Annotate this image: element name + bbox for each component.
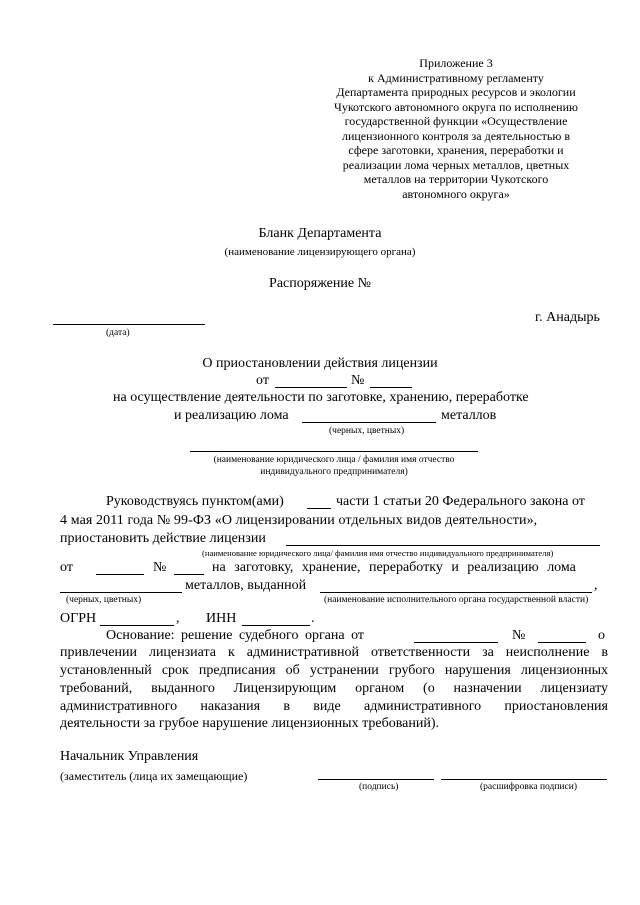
body-suspend: приостановить действие лицензии bbox=[60, 531, 266, 546]
subject-activity: на осуществление деятельности по заготовке, хранению, переработке bbox=[113, 390, 529, 405]
subject-realization: и реализацию лома bbox=[174, 408, 289, 423]
license-number-line bbox=[370, 387, 412, 388]
basis-last-line: деятельности за грубое нарушение лицензионных требований). bbox=[60, 716, 439, 731]
body-metal-caption: (черных, цветных) bbox=[66, 595, 142, 605]
appendix-line: Приложение 3 bbox=[419, 56, 493, 70]
inn-period: . bbox=[311, 611, 315, 626]
license-date-line bbox=[275, 387, 347, 388]
body-from: от bbox=[60, 560, 73, 575]
basis-start: Основание: решение судебного органа от bbox=[106, 628, 365, 643]
ogrn-line bbox=[100, 625, 174, 626]
appendix-block bbox=[320, 56, 592, 201]
subject-title: О приостановлении действия лицензии bbox=[202, 356, 438, 371]
body-license-date-line bbox=[96, 574, 144, 575]
licensee-caption: (наименование юридического лица/ фамилия имя отчество индивидуального предпринимателя) bbox=[202, 548, 554, 558]
signature-line bbox=[318, 779, 434, 780]
basis-line: привлечении лицензиата к административной ответственности за неисполнение в bbox=[60, 645, 608, 660]
entity-line bbox=[190, 451, 478, 452]
subject-number-sign: № bbox=[351, 373, 365, 388]
appendix-line: Департамента природных ресурсов и экологии bbox=[336, 85, 576, 99]
appendix-line: лицензионного контроля за деятельностью в bbox=[341, 128, 571, 143]
inn-line bbox=[242, 625, 310, 626]
blank-title: Бланк Департамента bbox=[258, 226, 382, 241]
ogrn-label: ОГРН bbox=[60, 611, 97, 626]
inn-label: ИНН bbox=[206, 611, 237, 626]
ogrn-comma: , bbox=[176, 611, 180, 626]
appendix-line: сфере заготовки, хранения, переработки и bbox=[348, 143, 564, 157]
body-law-ref: части 1 статьи 20 Федерального закона от bbox=[336, 494, 585, 509]
city-name: г. Анадырь bbox=[535, 310, 600, 325]
appendix-line: металлов на территории Чукотского bbox=[363, 172, 549, 186]
basis-line: административного наказания в виде административного приостановления bbox=[60, 699, 608, 714]
body-activity: на заготовку, хранение, переработку и реализацию лома bbox=[212, 560, 576, 575]
signature-decode-line bbox=[441, 779, 607, 780]
body-metals-issued: металлов, выданной bbox=[185, 578, 307, 593]
entity-caption-1: (наименование юридического лица / фамилия имя отчество bbox=[213, 455, 455, 465]
authority-caption: (наименование исполнительного органа государственной власти) bbox=[324, 595, 589, 605]
body-intro: Руководствуясь пунктом(ами) bbox=[106, 494, 284, 509]
signature-caption: (подпись) bbox=[359, 782, 399, 792]
body-license-number-line bbox=[174, 574, 204, 575]
appendix-line: реализации лома черных металлов, цветных bbox=[342, 157, 570, 172]
subject-from: от bbox=[256, 373, 269, 388]
body-law-name: 4 мая 2011 года № 99-ФЗ «О лицензировании отдельных видов деятельности», bbox=[60, 513, 538, 528]
body-number-sign: № bbox=[153, 560, 167, 575]
body-metal-line bbox=[60, 592, 182, 593]
date-line bbox=[53, 324, 205, 325]
metal-type-line bbox=[302, 422, 436, 423]
signatory-title: Начальник Управления bbox=[60, 749, 199, 764]
clause-line bbox=[307, 508, 331, 509]
entity-caption-2: индивидуального предпринимателя) bbox=[260, 467, 408, 477]
court-date-line bbox=[414, 642, 498, 643]
body-comma: , bbox=[594, 578, 598, 593]
appendix-line: Чукотского автономного округа по исполнению bbox=[334, 99, 578, 114]
signatory-deputy: (заместитель (лица их замещающие) bbox=[60, 769, 248, 783]
licensee-line bbox=[286, 545, 600, 546]
basis-o: о bbox=[598, 628, 605, 643]
date-caption: (дата) bbox=[106, 328, 130, 338]
order-title: Распоряжение № bbox=[269, 276, 371, 291]
appendix-line: государственной функции «Осуществление bbox=[344, 114, 568, 128]
court-number-line bbox=[538, 642, 586, 643]
decode-caption: (расшифровка подписи) bbox=[480, 782, 577, 792]
appendix-line: к Административному регламенту bbox=[368, 70, 544, 85]
basis-line: установленный срок предписания об устранении грубого нарушения лицензионных bbox=[60, 663, 608, 678]
subject-metals: металлов bbox=[441, 408, 497, 423]
blank-caption: (наименование лицензирующего органа) bbox=[224, 246, 416, 258]
basis-number-sign: № bbox=[512, 628, 526, 643]
metal-caption: (черных, цветных) bbox=[329, 426, 405, 436]
appendix-line: автономного округа» bbox=[402, 186, 510, 201]
basis-line: требований, выданного Лицензирующим органом (о назначении лицензиату bbox=[60, 681, 608, 696]
authority-line bbox=[320, 592, 592, 593]
